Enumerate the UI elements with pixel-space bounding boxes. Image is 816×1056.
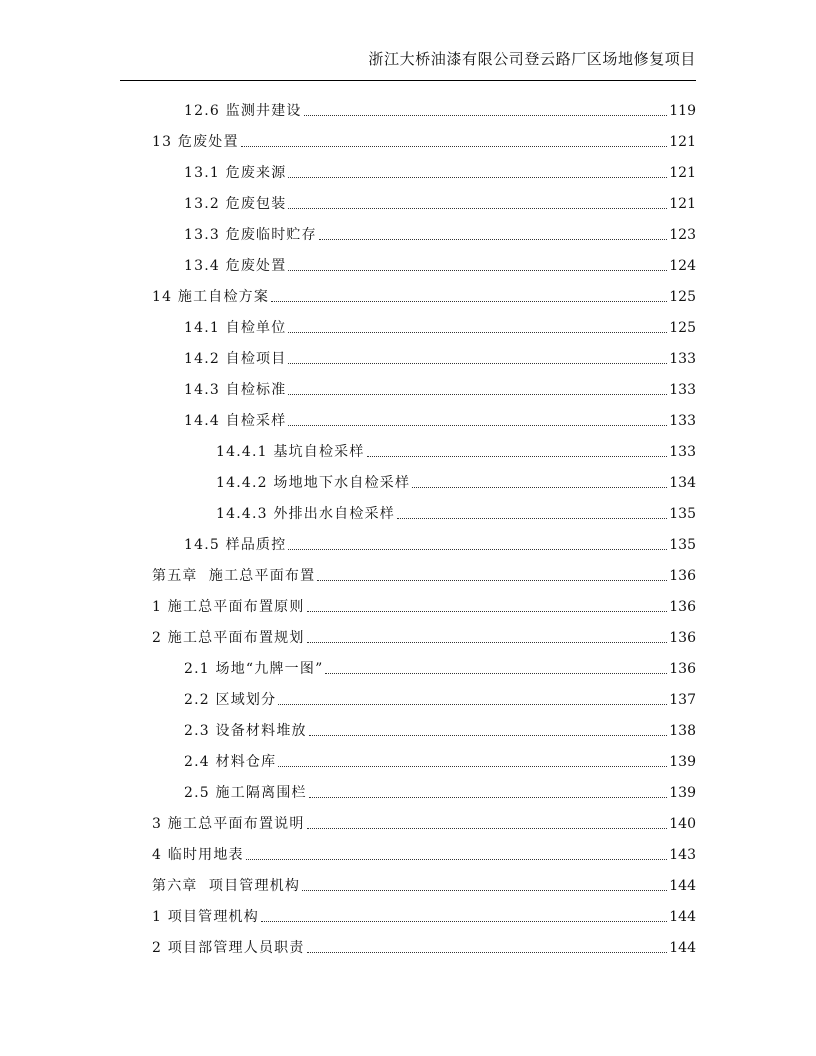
toc-entry-title: 13.3 危废临时贮存 xyxy=(184,227,317,243)
toc-entry-level-2[interactable] xyxy=(184,346,696,368)
toc-entry-level-1[interactable] xyxy=(152,842,696,864)
toc-leader-dots xyxy=(246,859,668,860)
toc-entry-title: 1 施工总平面布置原则 xyxy=(152,599,305,615)
toc-entry-page: 119 xyxy=(669,103,696,119)
toc-entry-title: 2.1 场地“九牌一图” xyxy=(184,661,324,677)
toc-entry-page: 125 xyxy=(669,289,696,305)
toc-entry-level-2[interactable] xyxy=(184,656,696,678)
toc-leader-dots xyxy=(309,797,668,798)
toc-leader-dots xyxy=(317,580,667,581)
toc-entry-level-1[interactable] xyxy=(152,935,696,957)
toc-entry-title: 第五章 施工总平面布置 xyxy=(152,568,316,584)
toc-leader-dots xyxy=(261,921,667,922)
toc-entry-level-2[interactable] xyxy=(184,780,696,802)
toc-entry-level-3[interactable] xyxy=(216,470,696,492)
toc-leader-dots xyxy=(302,890,667,891)
page-header xyxy=(120,44,696,81)
toc-leader-dots xyxy=(288,270,667,271)
toc-entry-chapter[interactable] xyxy=(152,563,696,585)
toc-entry-title: 14.1 自检单位 xyxy=(184,320,287,336)
toc-entry-page: 137 xyxy=(669,692,696,708)
toc-entry-title: 1 项目管理机构 xyxy=(152,909,259,925)
toc-entry-title: 14 施工自检方案 xyxy=(152,289,270,305)
toc-leader-dots xyxy=(307,828,668,829)
toc-leader-dots xyxy=(288,332,667,333)
toc-entry-page: 138 xyxy=(669,723,696,739)
page-header-title: 浙江大桥油漆有限公司登云路厂区场地修复项目 xyxy=(368,50,696,68)
toc-entry-title: 14.3 自检标准 xyxy=(184,382,287,398)
toc-entry-level-2[interactable] xyxy=(184,408,696,430)
toc-leader-dots xyxy=(288,363,667,364)
toc-leader-dots xyxy=(288,177,667,178)
toc-entry-page: 135 xyxy=(669,537,696,553)
toc-entry-page: 133 xyxy=(669,351,696,367)
toc-entry-title: 13.1 危废来源 xyxy=(184,165,287,181)
toc-entry-page: 123 xyxy=(669,227,696,243)
toc-entry-level-2[interactable] xyxy=(184,160,696,182)
toc-entry-page: 134 xyxy=(669,475,696,491)
toc-leader-dots xyxy=(307,642,668,643)
toc-entry-level-3[interactable] xyxy=(216,501,696,523)
toc-entry-page: 124 xyxy=(669,258,696,274)
toc-entry-title: 13 危废处置 xyxy=(152,134,239,150)
toc-leader-dots xyxy=(271,301,667,302)
toc-entry-title: 3 施工总平面布置说明 xyxy=(152,816,305,832)
toc-entry-title: 2 项目部管理人员职责 xyxy=(152,940,305,956)
toc-entry-level-3[interactable] xyxy=(216,439,696,461)
toc-leader-dots xyxy=(278,766,667,767)
toc-entry-level-2[interactable] xyxy=(184,377,696,399)
toc-leader-dots xyxy=(288,425,667,426)
toc-leader-dots xyxy=(309,735,668,736)
toc-entry-title: 13.2 危废包装 xyxy=(184,196,287,212)
toc-entry-page: 121 xyxy=(669,196,696,212)
toc-entry-page: 125 xyxy=(669,320,696,336)
toc-entry-page: 133 xyxy=(669,413,696,429)
toc-leader-dots xyxy=(288,394,667,395)
toc-entry-page: 133 xyxy=(669,382,696,398)
toc-leader-dots xyxy=(319,239,667,240)
toc-leader-dots xyxy=(278,704,667,705)
toc-entry-level-1[interactable] xyxy=(152,129,696,151)
toc-entry-level-1[interactable] xyxy=(152,625,696,647)
toc-entry-title: 14.4.3 外排出水自检采样 xyxy=(216,506,395,522)
toc-entry-title: 13.4 危废处置 xyxy=(184,258,287,274)
toc-entry-page: 121 xyxy=(669,134,696,150)
toc-entry-title: 2.3 设备材料堆放 xyxy=(184,723,307,739)
toc-leader-dots xyxy=(288,208,667,209)
toc-entry-page: 135 xyxy=(669,506,696,522)
toc-entry-page: 136 xyxy=(669,630,696,646)
toc-entry-page: 140 xyxy=(669,816,696,832)
toc-entry-title: 第六章 项目管理机构 xyxy=(152,878,301,894)
toc-entry-page: 133 xyxy=(669,444,696,460)
toc-entry-level-2[interactable] xyxy=(184,718,696,740)
toc-entry-page: 144 xyxy=(669,940,696,956)
toc-entry-page: 121 xyxy=(669,165,696,181)
toc-entry-level-2[interactable] xyxy=(184,687,696,709)
toc-entry-title: 2.2 区域划分 xyxy=(184,692,277,708)
toc-entry-level-1[interactable] xyxy=(152,594,696,616)
toc-entry-title: 14.4.2 场地地下水自检采样 xyxy=(216,475,411,491)
toc-entry-level-1[interactable] xyxy=(152,811,696,833)
toc-entry-level-2[interactable] xyxy=(184,98,696,120)
toc-leader-dots xyxy=(241,146,668,147)
toc-entry-page: 136 xyxy=(669,568,696,584)
toc-entry-level-2[interactable] xyxy=(184,191,696,213)
toc-entry-title: 4 临时用地表 xyxy=(152,847,244,863)
toc-entry-chapter[interactable] xyxy=(152,873,696,895)
toc-entry-page: 139 xyxy=(669,785,696,801)
toc-entry-level-2[interactable] xyxy=(184,315,696,337)
toc-entry-page: 144 xyxy=(669,909,696,925)
toc-entry-level-2[interactable] xyxy=(184,222,696,244)
toc-entry-level-1[interactable] xyxy=(152,904,696,926)
toc-entry-page: 144 xyxy=(669,878,696,894)
toc-entry-level-2[interactable] xyxy=(184,749,696,771)
toc-leader-dots xyxy=(307,611,668,612)
toc-entry-page: 136 xyxy=(669,661,696,677)
toc-leader-dots xyxy=(288,549,667,550)
toc-leader-dots xyxy=(397,518,667,519)
toc-entry-level-2[interactable] xyxy=(184,532,696,554)
toc-leader-dots xyxy=(367,456,668,457)
toc-entry-level-2[interactable] xyxy=(184,253,696,275)
toc-entry-page: 139 xyxy=(669,754,696,770)
toc-leader-dots xyxy=(304,115,668,116)
toc-entry-level-1[interactable] xyxy=(152,284,696,306)
toc-leader-dots xyxy=(307,952,668,953)
toc-entry-title: 14.5 样品质控 xyxy=(184,537,287,553)
toc-entry-title: 14.4 自检采样 xyxy=(184,413,287,429)
toc-entry-title: 2 施工总平面布置规划 xyxy=(152,630,305,646)
toc-entry-title: 14.2 自检项目 xyxy=(184,351,287,367)
toc-entry-page: 136 xyxy=(669,599,696,615)
toc-entry-title: 2.4 材料仓库 xyxy=(184,754,277,770)
toc-entry-page: 143 xyxy=(669,847,696,863)
toc-leader-dots xyxy=(325,673,667,674)
toc-entry-title: 14.4.1 基坑自检采样 xyxy=(216,444,365,460)
toc-entry-title: 12.6 监测井建设 xyxy=(184,103,302,119)
toc-leader-dots xyxy=(412,487,667,488)
toc-entry-title: 2.5 施工隔离围栏 xyxy=(184,785,307,801)
